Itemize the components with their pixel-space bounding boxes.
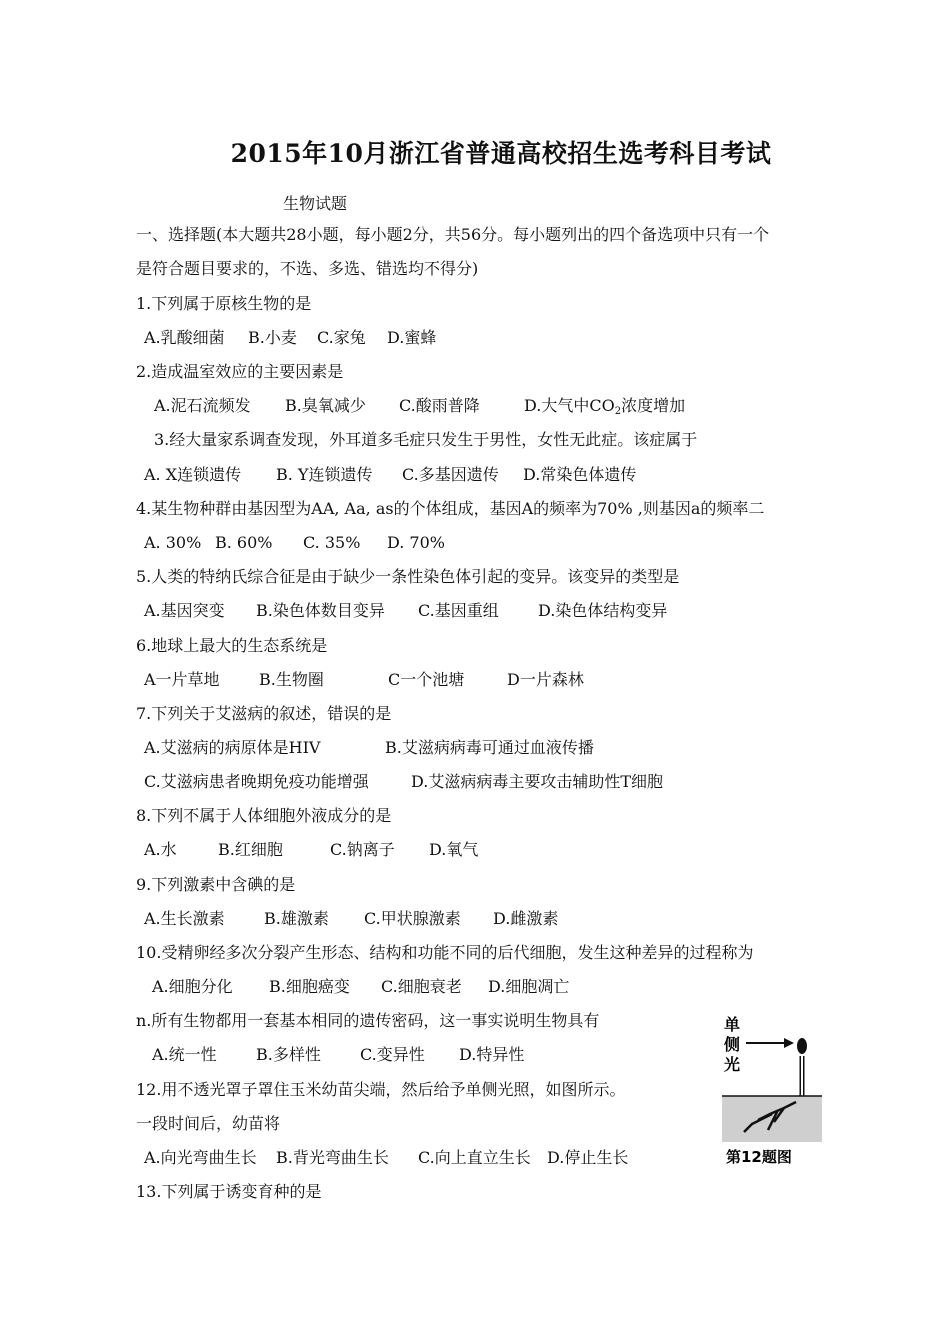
q1-option-c: C.家兔 (317, 328, 366, 347)
q9-option-c: C.甲状腺激素 (364, 909, 461, 928)
figure-label-char-3: 光 (724, 1055, 741, 1074)
q11-option-d: D.特异性 (459, 1045, 525, 1064)
q9-option-a: A.生长激素 (144, 909, 225, 928)
q10-option-d: D.细胞凋亡 (488, 977, 570, 996)
q1-option-a: A.乳酸细菌 (144, 328, 225, 347)
question-9-stem: 9.下列激素中含碘的是 (136, 875, 296, 894)
q3-option-b: B. Y连锁遗传 (276, 465, 373, 484)
question-10-stem: 10.受精卵经多次分裂产生形态、结构和功能不同的后代细胞，发生这种差异的过程称为 (136, 943, 754, 962)
q7-option-a: A.艾滋病的病原体是HIV (144, 738, 321, 757)
question-4-stem: 4.某生物种群由基因型为AA, Aa, as的个体组成，基因A的频率为70% ,则基因a的频率二 (136, 499, 765, 518)
seedling-stem-inner (796, 1056, 802, 1102)
q2-option-d (524, 396, 685, 422)
q1-option-d: D.蜜蜂 (387, 328, 437, 347)
q8-option-b: B.红细胞 (218, 840, 283, 859)
question-1-stem: 1.下列属于原核生物的是 (136, 294, 312, 313)
q10-option-b: B.细胞癌变 (269, 977, 350, 996)
q6-option-a: A一片草地 (144, 670, 220, 689)
light-arrow-head (784, 1038, 794, 1048)
q9-option-b: B.雄激素 (264, 909, 329, 928)
question-2-stem: 2.造成温室效应的主要因素是 (136, 362, 344, 381)
figure-label-char-1: 单 (724, 1015, 741, 1034)
question-6-stem: 6.地球上最大的生态系统是 (136, 636, 328, 655)
question-3-stem: 3.经大量家系调查发现，外耳道多毛症只发生于男性，女性无此症。该症属于 (154, 430, 698, 449)
figure-label-char-2: 侧 (724, 1035, 741, 1054)
soil (722, 1096, 822, 1142)
question-8-stem: 8.下列不属于人体细胞外液成分的是 (136, 806, 392, 825)
q6-option-c: C一个池塘 (388, 670, 465, 689)
question-11-stem: n.所有生物都用一套基本相同的遗传密码，这一事实说明生物具有 (136, 1011, 600, 1030)
q7-option-b: B.艾滋病病毒可通过血液传播 (385, 738, 594, 757)
q6-option-b: B.生物圈 (259, 670, 324, 689)
seedling-light-diagram (722, 1010, 822, 1170)
figure-caption: 第12题图 (726, 1148, 792, 1166)
q11-option-b: B.多样性 (256, 1045, 321, 1064)
q2-option-d-text-end: 浓度增加 (621, 396, 686, 415)
q2-option-a: A.泥石流频发 (154, 396, 251, 415)
subtitle: 生物试题 (283, 194, 348, 213)
q12-option-b: B.背光弯曲生长 (276, 1148, 389, 1167)
q4-option-b: B. 60% (215, 533, 273, 552)
q2-option-d-subscript: 2 (614, 406, 622, 417)
q7-option-d: D.艾滋病病毒主要攻击辅助性T细胞 (411, 772, 664, 791)
q5-option-d: D.染色体结构变异 (538, 601, 668, 620)
question-5-stem: 5.人类的特纳氏综合征是由于缺少一条性染色体引起的变异。该变异的类型是 (136, 567, 680, 586)
q3-option-d: D.常染色体遗传 (523, 465, 637, 484)
q6-option-d: D一片森林 (507, 670, 584, 689)
instructions-line-2: 是符合题目要求的，不选、多选、错选均不得分) (136, 259, 479, 278)
q3-option-a: A. X连锁遗传 (144, 465, 242, 484)
q2-option-c: C.酸雨普降 (399, 396, 480, 415)
q8-option-c: C.钠离子 (330, 840, 395, 859)
q4-option-d: D. 70% (387, 533, 445, 552)
q11-option-c: C.变异性 (360, 1045, 425, 1064)
opaque-cap (797, 1038, 807, 1054)
question-7-stem: 7.下列关于艾滋病的叙述，错误的是 (136, 704, 392, 723)
q10-option-a: A.细胞分化 (152, 977, 233, 996)
q5-option-a: A.基因突变 (144, 601, 225, 620)
q8-option-d: D.氧气 (429, 840, 479, 859)
question-12-stem: 12.用不透光罩子罩住玉米幼苗尖端，然后给予单侧光照，如图所示。 (136, 1080, 626, 1099)
q12-option-c: C.向上直立生长 (418, 1148, 531, 1167)
q4-option-c: C. 35% (303, 533, 361, 552)
q10-option-c: C.细胞衰老 (381, 977, 462, 996)
q12-option-a: A.向光弯曲生长 (144, 1148, 257, 1167)
q1-option-b: B.小麦 (248, 328, 297, 347)
q2-option-d-text: D.大气中CO (524, 396, 615, 415)
q12-option-d: D.停止生长 (547, 1148, 629, 1167)
q2-option-b: B.臭氧减少 (285, 396, 366, 415)
q5-option-b: B.染色体数目变异 (256, 601, 385, 620)
q7-option-c: C.艾滋病患者晚期免疫功能增强 (144, 772, 369, 791)
question-13-stem: 13.下列属于诱变育种的是 (136, 1182, 322, 1201)
instructions-line-1: 一、选择题(本大题共28小题，每小题2分，共56分。每小题列出的四个备选项中只有一个 (136, 225, 770, 244)
q8-option-a: A.水 (144, 840, 177, 859)
q11-option-a: A.统一性 (152, 1045, 217, 1064)
q5-option-c: C.基因重组 (418, 601, 499, 620)
q4-option-a: A. 30% (144, 533, 202, 552)
question-12-figure (722, 1010, 822, 1170)
page-title: 2015年10月浙江省普通高校招生选考科目考试 (230, 139, 772, 168)
question-12-stem-continued: 一段时间后，幼苗将 (136, 1114, 281, 1133)
q3-option-c: C.多基因遗传 (402, 465, 499, 484)
q9-option-d: D.雌激素 (493, 909, 559, 928)
